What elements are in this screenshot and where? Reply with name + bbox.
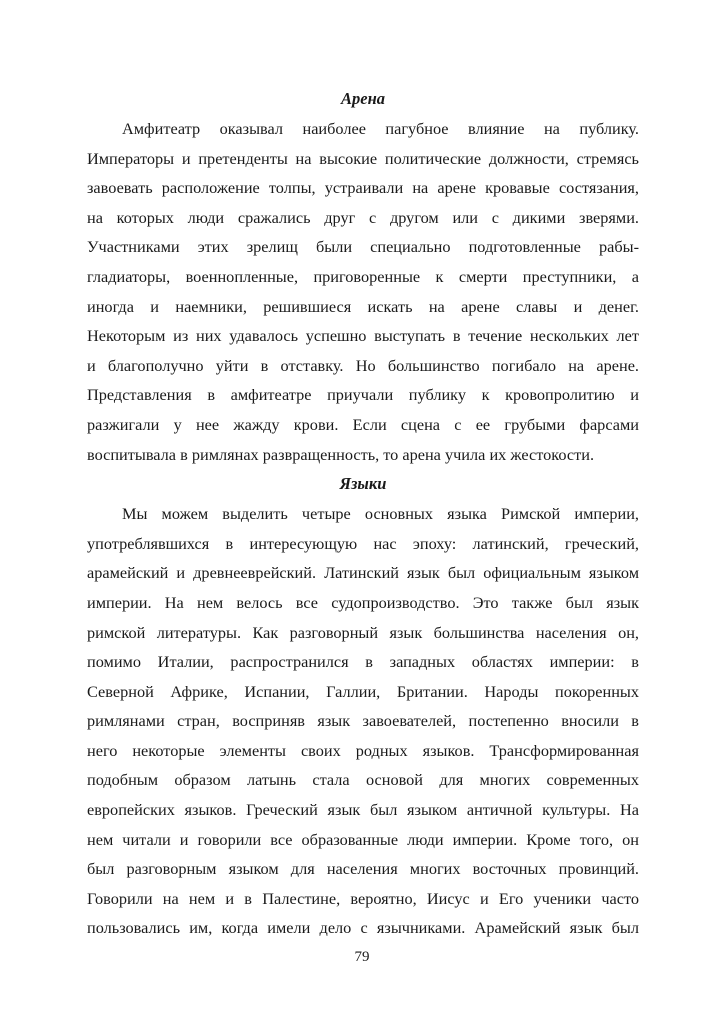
text-line: завоевать расположение толпы, устраивали на арене кровавые состязания, bbox=[87, 178, 639, 198]
text-line: и благополучно уйти в отставку. Но большинство погибало на арене. bbox=[87, 355, 639, 375]
section-heading-arena: Арена bbox=[341, 89, 385, 108]
text-line: Амфитеатр оказывал наиболее пагубное влияние на публику. bbox=[122, 119, 639, 138]
text-line: арамейский и древнееврейский. Латинский язык был официальным языком bbox=[87, 563, 639, 583]
paragraph-languages bbox=[87, 499, 639, 943]
text-line: иногда и наемники, решившиеся искать на арене славы и денег. bbox=[87, 296, 639, 316]
text-line: гладиаторы, военнопленные, приговоренные к смерти преступники, а bbox=[87, 266, 639, 286]
text-line: разжигали у нее жажду крови. Если сцена с ее грубыми фарсами bbox=[87, 414, 639, 434]
text-line: употреблявшихся в интересующую нас эпоху: латинский, греческий, bbox=[87, 533, 639, 553]
text-line: Участниками этих зрелищ были специально подготовленные рабы- bbox=[87, 237, 639, 257]
page-content bbox=[87, 84, 639, 943]
page-number: 79 bbox=[354, 949, 370, 965]
text-line: Северной Африке, Испании, Галлии, Британии. Народы покоренных bbox=[87, 681, 639, 701]
text-line: Мы можем выделить четыре основных языка Римской империи, bbox=[122, 504, 639, 524]
text-line: помимо Италии, распространился в западных областях империи: в bbox=[87, 652, 639, 672]
text-line: империи. На нем велось все судопроизводство. Это также был язык bbox=[87, 592, 639, 612]
text-line: римлянами стран, восприняв язык завоевателей, постепенно вносили в bbox=[87, 711, 639, 731]
text-line: римской литературы. Как разговорный язык большинства населения он, bbox=[87, 622, 639, 642]
text-line: воспитывала в римлянах развращенность, то арена учила их жестокости. bbox=[87, 444, 595, 464]
text-line: подобным образом латынь стала основой для многих современных bbox=[87, 770, 639, 790]
text-line: нем читали и говорили все образованные люди империи. Кроме того, он bbox=[87, 829, 639, 849]
section-heading-languages: Языки bbox=[339, 474, 387, 494]
text-line: Некоторым из них удавалось успешно выступать в течение нескольких лет bbox=[87, 326, 639, 346]
text-line: европейских языков. Греческий язык был языком античной культуры. На bbox=[87, 800, 639, 820]
text-line: Императоры и претенденты на высокие политические должности, стремясь bbox=[87, 148, 639, 168]
text-line: него некоторые элементы своих родных языков. Трансформированная bbox=[87, 740, 639, 760]
text-line: пользовались им, когда имели дело с язычниками. Арамейский язык был bbox=[87, 918, 639, 938]
text-line: Представления в амфитеатре приучали публику к кровопролитию и bbox=[87, 385, 639, 405]
paragraph-arena bbox=[87, 114, 639, 469]
text-line: на которых люди сражались друг с другом или с дикими зверями. bbox=[87, 207, 639, 227]
text-line: Говорили на нем и в Палестине, вероятно, Иисус и Его ученики часто bbox=[87, 888, 639, 908]
text-line: был разговорным языком для населения многих восточных провинций. bbox=[87, 859, 639, 879]
